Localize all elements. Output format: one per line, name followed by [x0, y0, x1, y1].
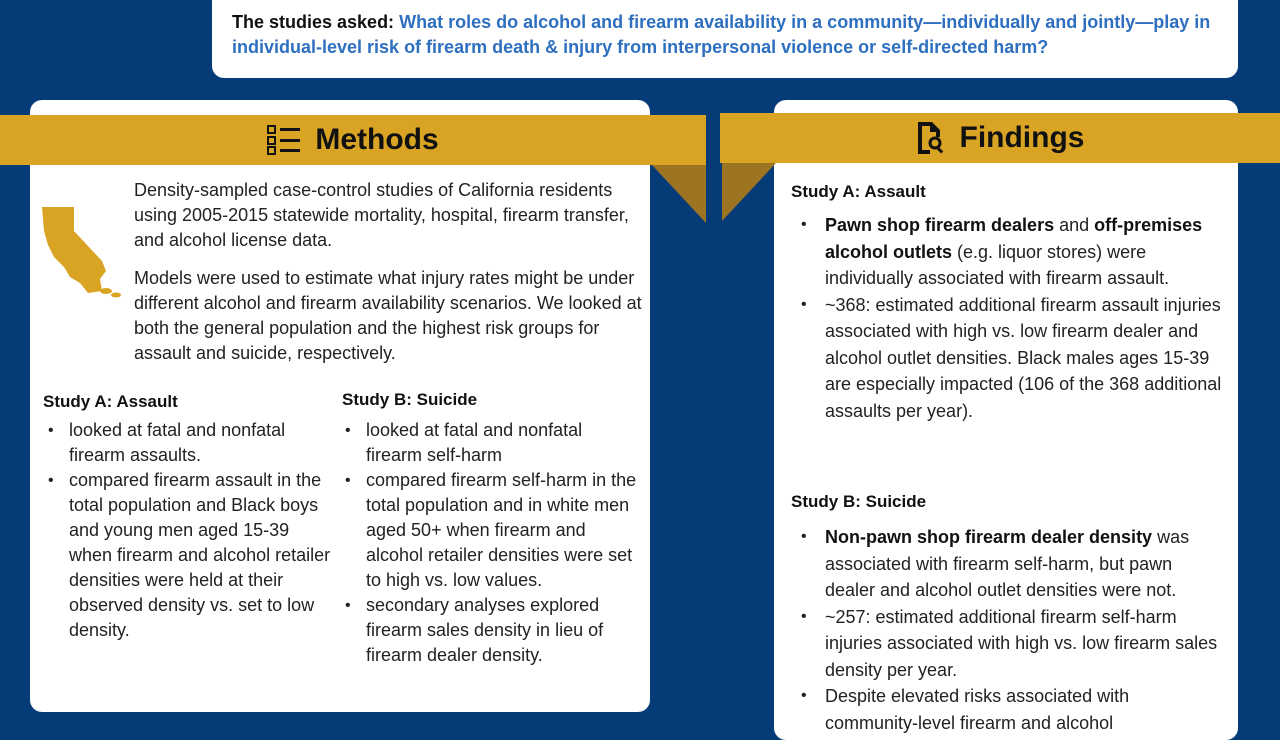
findings-banner-fold — [722, 163, 776, 221]
list-item: • Non-pawn shop firearm dealer density was associated with firearm self-harm, but pawn dealer and alcohol outlet densities were not. — [791, 524, 1223, 604]
methods-banner-fold — [652, 165, 706, 223]
methods-study-a-title: Study A: Assault — [43, 392, 178, 411]
question-lead: The studies asked: — [232, 12, 395, 32]
list-item: • looked at fatal and nonfatal firearm self-harm — [340, 418, 640, 468]
california-map-icon — [40, 205, 126, 301]
methods-banner — [0, 115, 706, 165]
findings-study-b-list — [791, 524, 1223, 736]
findings-banner — [720, 113, 1280, 163]
list-item: • ~368: estimated additional firearm assault injuries associated with high vs. low firearm dealer and alcohol outlet densities. Black males ages 15-39 are especially impacted (106 of the 368 additional assaults per year). — [791, 292, 1223, 425]
findings-study-a-title: Study A: Assault — [791, 182, 926, 201]
methods-card — [30, 100, 650, 712]
findings-card — [774, 100, 1238, 740]
list-item: • Pawn shop firearm dealers and off-premises alcohol outlets (e.g. liquor stores) were individually associated with firearm assault. — [791, 212, 1223, 292]
question-text — [232, 10, 1218, 60]
findings-study-b-title: Study B: Suicide — [791, 492, 927, 511]
question-body: What roles do alcohol and firearm availability in a community—individually and jointly—play in individual-level risk of firearm death & injury from interpersonal violence or self-directed harm? — [232, 12, 1211, 57]
question-card — [212, 0, 1238, 78]
document-search-icon — [916, 121, 946, 155]
list-item: • secondary analyses explored firearm sales density in lieu of firearm dealer density. — [340, 593, 640, 668]
methods-paragraph-1: Density-sampled case-control studies of California residents using 2005-2015 statewide mortality, hospital, firearm transfer, and alcohol license data. — [134, 180, 629, 250]
methods-paragraph-2: Models were used to estimate what injury rates might be under different alcohol and firearm availability scenarios. We looked at both the general population and the highest risk groups for assault and suicide, respectively. — [134, 268, 642, 363]
methods-study-b-list — [340, 418, 640, 668]
list-item: • compared firearm assault in the total population and Black boys and young men aged 15-39 when firearm and alcohol retailer densities were held at their observed density vs. set to low density. — [43, 468, 333, 643]
list-item: • looked at fatal and nonfatal firearm assaults. — [43, 418, 333, 468]
list-icon — [267, 125, 301, 155]
methods-study-a-list — [43, 418, 333, 643]
list-item: • Despite elevated risks associated with community-level firearm and alcohol — [791, 683, 1223, 736]
list-item: • ~257: estimated additional firearm self-harm injuries associated with high vs. low firearm sales density per year. — [791, 604, 1223, 684]
findings-study-a-list — [791, 212, 1223, 424]
list-item: • compared firearm self-harm in the total population and in white men aged 50+ when firearm and alcohol retailer densities were set to high vs. low values. — [340, 468, 640, 593]
methods-study-b-title: Study B: Suicide — [342, 390, 478, 409]
findings-title: Findings — [959, 121, 1085, 154]
methods-title: Methods — [315, 123, 439, 156]
